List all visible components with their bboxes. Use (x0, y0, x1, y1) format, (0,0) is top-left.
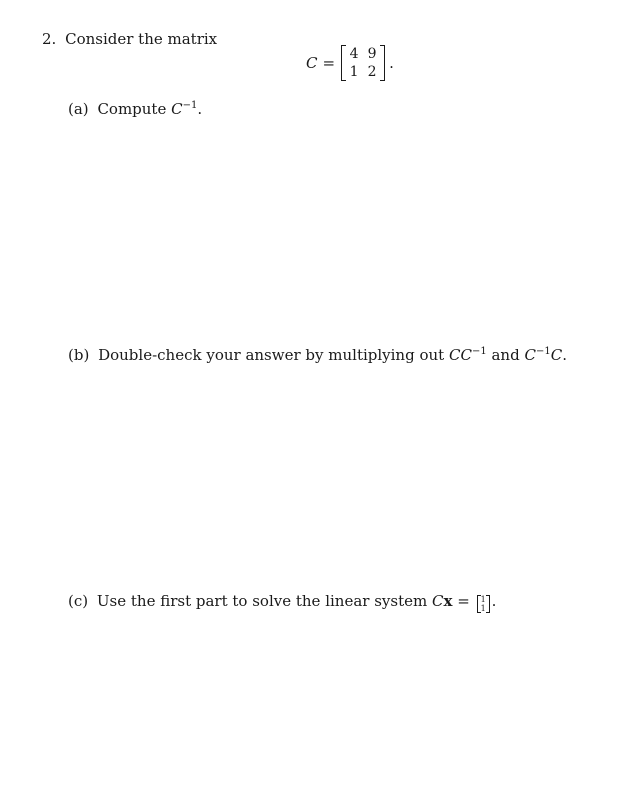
part-c-text: Use the first part to solve the linear system (96, 592, 428, 610)
problem-number: 2. (42, 30, 57, 48)
part-a-superscript: −1 (182, 100, 198, 111)
part-b-product2-tail: C (550, 346, 563, 364)
part-b-product2-base: C (524, 346, 536, 364)
part-b-product1-superscript: −1 (471, 346, 487, 357)
part-b (68, 346, 567, 364)
part-b-product1-base1: C (448, 346, 461, 364)
display-period: . (389, 54, 394, 72)
part-c-symbol: C (432, 592, 444, 610)
matrix-cell-1-1: 4 (349, 46, 359, 62)
problem-heading (42, 30, 217, 48)
part-b-label: (b) (68, 346, 90, 364)
matrix-cell-1-2: 9 (367, 46, 377, 62)
matrix-name: C (306, 54, 318, 72)
matrix-grid (347, 46, 379, 81)
part-a-symbol: C (171, 100, 183, 118)
part-b-period: . (562, 346, 567, 364)
part-c-equals: = (457, 592, 470, 610)
part-b-product2-superscript: −1 (535, 346, 551, 357)
part-b-and: and (491, 346, 520, 364)
equals-sign: = (322, 54, 336, 72)
part-c-label: (c) (68, 592, 89, 610)
part-c-rhs-vector (477, 595, 490, 613)
part-c (68, 592, 496, 613)
matrix-c (341, 44, 385, 82)
part-b-product1-base2: C (460, 346, 472, 364)
part-a (68, 100, 202, 118)
problem-intro: Consider the matrix (65, 30, 218, 48)
matrix-cell-2-1: 1 (349, 64, 359, 80)
part-a-text: Compute (97, 100, 167, 118)
part-a-label: (a) (68, 100, 89, 118)
rhs-cell-1: 1 (480, 595, 486, 604)
part-c-period: . (491, 592, 497, 610)
rhs-cell-2: 1 (480, 604, 486, 613)
matrix-equation (306, 43, 394, 83)
part-a-period: . (197, 100, 203, 118)
part-b-text: Double-check your answer by multiplying out (98, 346, 445, 364)
matrix-cell-2-2: 2 (367, 64, 377, 80)
part-c-vector: x (443, 592, 453, 610)
